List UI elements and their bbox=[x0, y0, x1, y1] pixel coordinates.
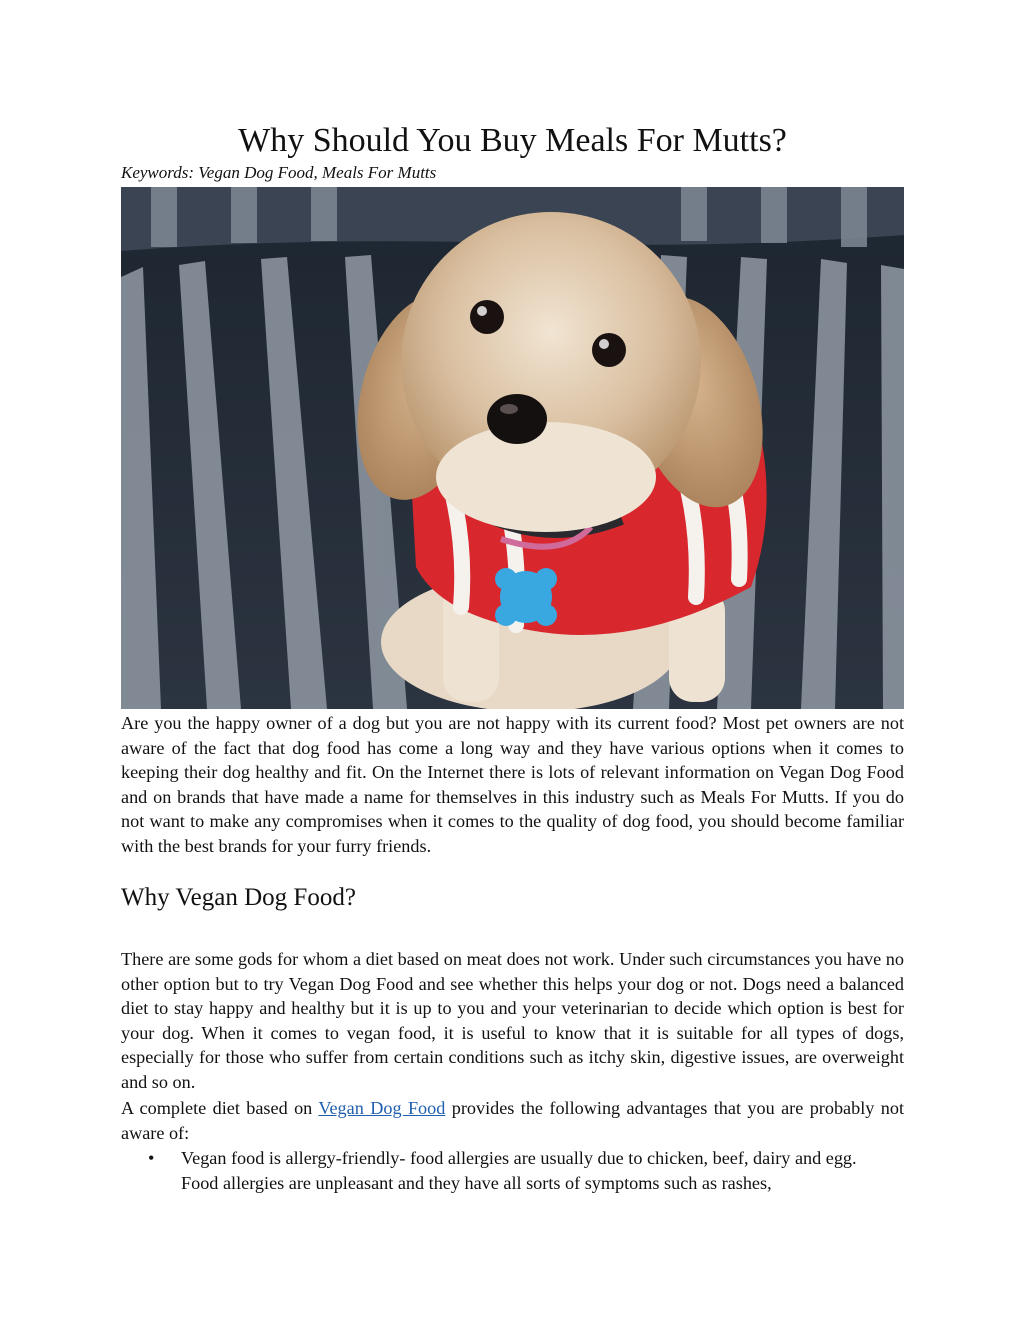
dog-photo bbox=[121, 187, 904, 709]
section-heading: Why Vegan Dog Food? bbox=[121, 884, 356, 911]
bullet-icon: • bbox=[148, 1148, 155, 1168]
vegan-dog-food-link[interactable]: Vegan Dog Food bbox=[318, 1098, 446, 1118]
section-paragraph: There are some gods for whom a diet based on meat does not work. Under such circumstances you have no other option but to try Vegan Dog Food and see whether this helps your dog or not. Dogs need a balanced diet to stay happy and healthy but it is up to you and your veterinarian to decide which option is best for your dog. When it comes to vegan food, it is useful to know that it is suitable for all types of dogs, especially for those who suffer from certain conditions such as itchy skin, digestive issues, are overweight and so on. bbox=[121, 949, 904, 1092]
list-item bbox=[121, 1146, 904, 1195]
list-item-text: Vegan food is allergy-friendly- food allergies are usually due to chicken, beef, dairy and egg. Food allergies are unpleasant and they have all sorts of symptoms such as rashes, bbox=[181, 1148, 857, 1193]
advantages-list bbox=[121, 1146, 904, 1195]
page-title: Why Should You Buy Meals For Mutts? bbox=[238, 122, 787, 159]
intro-paragraph: Are you the happy owner of a dog but you are not happy with its current food? Most pet owners are not aware of the fact that dog food has come a long way and they have various options when it comes to keeping their dog healthy and fit. On the Internet there is lots of relevant information on Vegan Dog Food and on brands that have made a name for themselves in this industry such as Meals For Mutts. If you do not want to make any compromises when it comes to the quality of dog food, you should become familiar with the best brands for your furry friends. bbox=[121, 713, 904, 856]
advantages-intro-before: A complete diet based on bbox=[121, 1098, 319, 1118]
advantages-intro-after: provides the following advantages that you are probably not aware of: bbox=[121, 1098, 904, 1143]
keywords-line: Keywords: Vegan Dog Food, Meals For Mutts bbox=[121, 163, 437, 182]
advantages-intro bbox=[121, 1096, 904, 1145]
